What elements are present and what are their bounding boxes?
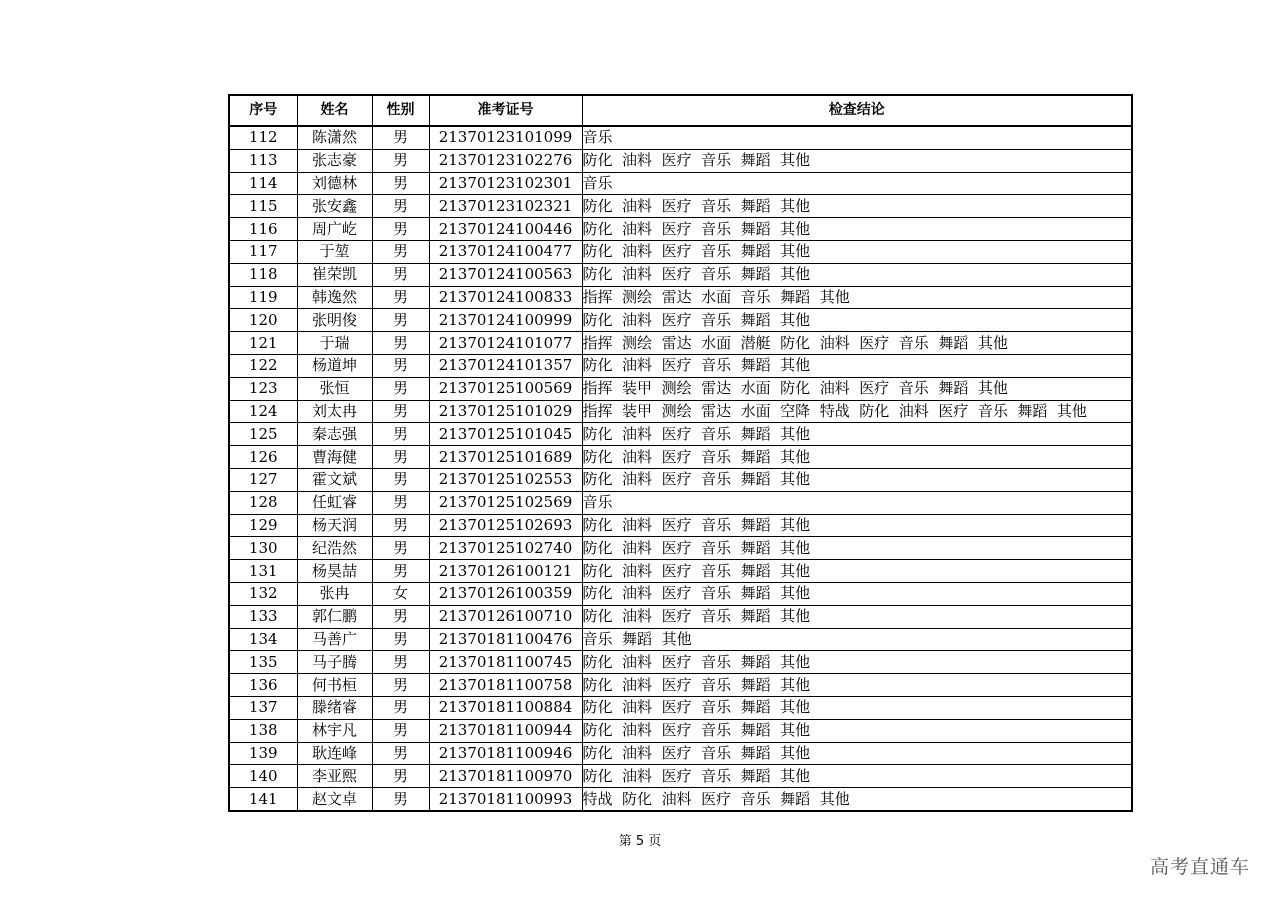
cell-gender: 男 — [372, 765, 429, 788]
cell-serial: 126 — [229, 446, 297, 469]
cell-serial: 114 — [229, 172, 297, 195]
cell-serial: 125 — [229, 423, 297, 446]
cell-name: 杨天润 — [297, 514, 372, 537]
cell-gender: 男 — [372, 195, 429, 218]
table-row — [229, 400, 1132, 423]
table-body — [229, 126, 1132, 811]
cell-gender: 男 — [372, 172, 429, 195]
cell-exam-id: 21370125102569 — [429, 491, 582, 514]
table-row — [229, 560, 1132, 583]
table-row — [229, 651, 1132, 674]
cell-serial: 118 — [229, 263, 297, 286]
table-row — [229, 126, 1132, 149]
cell-exam-id: 21370123102321 — [429, 195, 582, 218]
cell-conclusion: 防化 油料 医疗 音乐 舞蹈 其他 — [582, 423, 1132, 446]
cell-exam-id: 21370124100477 — [429, 240, 582, 263]
cell-conclusion: 防化 油料 医疗 音乐 舞蹈 其他 — [582, 514, 1132, 537]
cell-serial: 135 — [229, 651, 297, 674]
header-serial: 序号 — [229, 95, 297, 126]
cell-serial: 124 — [229, 400, 297, 423]
exam-results-table — [228, 94, 1133, 812]
cell-conclusion: 防化 油料 医疗 音乐 舞蹈 其他 — [582, 582, 1132, 605]
table-row — [229, 742, 1132, 765]
table-header-row — [229, 95, 1132, 126]
cell-conclusion: 防化 油料 医疗 音乐 舞蹈 其他 — [582, 605, 1132, 628]
cell-name: 张恒 — [297, 377, 372, 400]
cell-gender: 男 — [372, 377, 429, 400]
cell-conclusion: 音乐 — [582, 172, 1132, 195]
cell-exam-id: 21370181100884 — [429, 696, 582, 719]
cell-exam-id: 21370181100993 — [429, 788, 582, 811]
cell-serial: 140 — [229, 765, 297, 788]
cell-serial: 119 — [229, 286, 297, 309]
cell-gender: 男 — [372, 742, 429, 765]
table-row — [229, 377, 1132, 400]
cell-serial: 123 — [229, 377, 297, 400]
table-row — [229, 491, 1132, 514]
cell-name: 马子腾 — [297, 651, 372, 674]
cell-serial: 112 — [229, 126, 297, 149]
cell-gender: 女 — [372, 582, 429, 605]
cell-gender: 男 — [372, 560, 429, 583]
cell-serial: 139 — [229, 742, 297, 765]
cell-name: 陈潇然 — [297, 126, 372, 149]
cell-gender: 男 — [372, 514, 429, 537]
cell-gender: 男 — [372, 309, 429, 332]
table-row — [229, 674, 1132, 697]
cell-exam-id: 21370124100446 — [429, 218, 582, 241]
cell-gender: 男 — [372, 696, 429, 719]
cell-exam-id: 21370125101689 — [429, 446, 582, 469]
cell-conclusion: 防化 油料 医疗 音乐 舞蹈 其他 — [582, 309, 1132, 332]
cell-conclusion: 防化 油料 医疗 音乐 舞蹈 其他 — [582, 537, 1132, 560]
cell-gender: 男 — [372, 674, 429, 697]
table-row — [229, 537, 1132, 560]
cell-gender: 男 — [372, 651, 429, 674]
cell-serial: 122 — [229, 354, 297, 377]
cell-serial: 127 — [229, 468, 297, 491]
cell-serial: 117 — [229, 240, 297, 263]
cell-conclusion: 指挥 测绘 雷达 水面 音乐 舞蹈 其他 — [582, 286, 1132, 309]
cell-name: 于堃 — [297, 240, 372, 263]
cell-conclusion: 指挥 测绘 雷达 水面 潜艇 防化 油料 医疗 音乐 舞蹈 其他 — [582, 332, 1132, 355]
cell-name: 霍文斌 — [297, 468, 372, 491]
cell-gender: 男 — [372, 628, 429, 651]
cell-conclusion: 防化 油料 医疗 音乐 舞蹈 其他 — [582, 468, 1132, 491]
cell-name: 秦志强 — [297, 423, 372, 446]
header-gender: 性别 — [372, 95, 429, 126]
cell-gender: 男 — [372, 468, 429, 491]
cell-exam-id: 21370181100476 — [429, 628, 582, 651]
cell-serial: 128 — [229, 491, 297, 514]
cell-serial: 137 — [229, 696, 297, 719]
cell-gender: 男 — [372, 446, 429, 469]
cell-serial: 121 — [229, 332, 297, 355]
cell-name: 李亚熙 — [297, 765, 372, 788]
table-row — [229, 423, 1132, 446]
table-row — [229, 263, 1132, 286]
cell-gender: 男 — [372, 605, 429, 628]
table-row — [229, 605, 1132, 628]
cell-name: 刘太冉 — [297, 400, 372, 423]
cell-name: 耿连峰 — [297, 742, 372, 765]
table-row — [229, 309, 1132, 332]
table-row — [229, 286, 1132, 309]
table-row — [229, 582, 1132, 605]
cell-gender: 男 — [372, 719, 429, 742]
cell-gender: 男 — [372, 218, 429, 241]
cell-name: 周广屹 — [297, 218, 372, 241]
cell-name: 杨昊喆 — [297, 560, 372, 583]
cell-exam-id: 21370125102740 — [429, 537, 582, 560]
cell-name: 郭仁鹏 — [297, 605, 372, 628]
cell-conclusion: 防化 油料 医疗 音乐 舞蹈 其他 — [582, 195, 1132, 218]
cell-name: 张明俊 — [297, 309, 372, 332]
cell-conclusion: 防化 油料 医疗 音乐 舞蹈 其他 — [582, 560, 1132, 583]
cell-conclusion: 指挥 装甲 测绘 雷达 水面 空降 特战 防化 油料 医疗 音乐 舞蹈 其他 — [582, 400, 1132, 423]
cell-serial: 134 — [229, 628, 297, 651]
cell-name: 何书桓 — [297, 674, 372, 697]
table-row — [229, 446, 1132, 469]
cell-serial: 141 — [229, 788, 297, 811]
cell-exam-id: 21370124101077 — [429, 332, 582, 355]
cell-conclusion: 防化 油料 医疗 音乐 舞蹈 其他 — [582, 218, 1132, 241]
cell-serial: 115 — [229, 195, 297, 218]
cell-conclusion: 音乐 — [582, 126, 1132, 149]
table-row — [229, 719, 1132, 742]
cell-serial: 116 — [229, 218, 297, 241]
cell-conclusion: 指挥 装甲 测绘 雷达 水面 防化 油料 医疗 音乐 舞蹈 其他 — [582, 377, 1132, 400]
cell-gender: 男 — [372, 354, 429, 377]
cell-gender: 男 — [372, 423, 429, 446]
cell-name: 刘德林 — [297, 172, 372, 195]
header-name: 姓名 — [297, 95, 372, 126]
cell-gender: 男 — [372, 400, 429, 423]
cell-exam-id: 21370126100359 — [429, 582, 582, 605]
table-row — [229, 332, 1132, 355]
cell-conclusion: 音乐 — [582, 491, 1132, 514]
cell-exam-id: 21370181100944 — [429, 719, 582, 742]
cell-conclusion: 特战 防化 油料 医疗 音乐 舞蹈 其他 — [582, 788, 1132, 811]
cell-name: 赵文卓 — [297, 788, 372, 811]
cell-exam-id: 21370124100999 — [429, 309, 582, 332]
cell-exam-id: 21370181100946 — [429, 742, 582, 765]
cell-exam-id: 21370123101099 — [429, 126, 582, 149]
cell-exam-id: 21370181100970 — [429, 765, 582, 788]
cell-serial: 136 — [229, 674, 297, 697]
table-row — [229, 788, 1132, 811]
cell-conclusion: 防化 油料 医疗 音乐 舞蹈 其他 — [582, 446, 1132, 469]
cell-exam-id: 21370125101029 — [429, 400, 582, 423]
cell-exam-id: 21370181100745 — [429, 651, 582, 674]
cell-name: 杨道坤 — [297, 354, 372, 377]
table-row — [229, 514, 1132, 537]
cell-gender: 男 — [372, 788, 429, 811]
cell-conclusion: 防化 油料 医疗 音乐 舞蹈 其他 — [582, 719, 1132, 742]
cell-exam-id: 21370126100710 — [429, 605, 582, 628]
cell-exam-id: 21370125101045 — [429, 423, 582, 446]
cell-exam-id: 21370124100833 — [429, 286, 582, 309]
cell-gender: 男 — [372, 149, 429, 172]
cell-gender: 男 — [372, 537, 429, 560]
table-row — [229, 696, 1132, 719]
table-row — [229, 628, 1132, 651]
cell-serial: 138 — [229, 719, 297, 742]
cell-name: 张志豪 — [297, 149, 372, 172]
watermark-logo: 高考直通车 — [1149, 856, 1250, 878]
cell-name: 滕绪睿 — [297, 696, 372, 719]
table-row — [229, 240, 1132, 263]
cell-serial: 113 — [229, 149, 297, 172]
cell-gender: 男 — [372, 332, 429, 355]
table-row — [229, 218, 1132, 241]
cell-exam-id: 21370124100563 — [429, 263, 582, 286]
page-number: 第 5 页 — [618, 834, 662, 849]
cell-name: 林宇凡 — [297, 719, 372, 742]
cell-exam-id: 21370125102553 — [429, 468, 582, 491]
cell-conclusion: 音乐 舞蹈 其他 — [582, 628, 1132, 651]
cell-serial: 133 — [229, 605, 297, 628]
cell-exam-id: 21370126100121 — [429, 560, 582, 583]
cell-conclusion: 防化 油料 医疗 音乐 舞蹈 其他 — [582, 651, 1132, 674]
table-row — [229, 172, 1132, 195]
cell-conclusion: 防化 油料 医疗 音乐 舞蹈 其他 — [582, 149, 1132, 172]
cell-gender: 男 — [372, 491, 429, 514]
cell-serial: 129 — [229, 514, 297, 537]
cell-name: 张安鑫 — [297, 195, 372, 218]
cell-serial: 130 — [229, 537, 297, 560]
cell-exam-id: 21370123102276 — [429, 149, 582, 172]
cell-exam-id: 21370124101357 — [429, 354, 582, 377]
cell-gender: 男 — [372, 263, 429, 286]
header-exam-id: 准考证号 — [429, 95, 582, 126]
cell-gender: 男 — [372, 240, 429, 263]
cell-gender: 男 — [372, 126, 429, 149]
cell-conclusion: 防化 油料 医疗 音乐 舞蹈 其他 — [582, 354, 1132, 377]
cell-conclusion: 防化 油料 医疗 音乐 舞蹈 其他 — [582, 765, 1132, 788]
cell-name: 张冉 — [297, 582, 372, 605]
cell-name: 于瑞 — [297, 332, 372, 355]
cell-conclusion: 防化 油料 医疗 音乐 舞蹈 其他 — [582, 696, 1132, 719]
cell-exam-id: 21370123102301 — [429, 172, 582, 195]
cell-conclusion: 防化 油料 医疗 音乐 舞蹈 其他 — [582, 263, 1132, 286]
cell-exam-id: 21370181100758 — [429, 674, 582, 697]
cell-conclusion: 防化 油料 医疗 音乐 舞蹈 其他 — [582, 240, 1132, 263]
cell-conclusion: 防化 油料 医疗 音乐 舞蹈 其他 — [582, 742, 1132, 765]
cell-serial: 120 — [229, 309, 297, 332]
cell-exam-id: 21370125102693 — [429, 514, 582, 537]
table-row — [229, 195, 1132, 218]
header-conclusion: 检查结论 — [582, 95, 1132, 126]
cell-name: 韩逸然 — [297, 286, 372, 309]
cell-gender: 男 — [372, 286, 429, 309]
cell-exam-id: 21370125100569 — [429, 377, 582, 400]
cell-name: 崔荣凯 — [297, 263, 372, 286]
cell-name: 马善广 — [297, 628, 372, 651]
table-row — [229, 354, 1132, 377]
table-row — [229, 468, 1132, 491]
cell-name: 曹海健 — [297, 446, 372, 469]
cell-serial: 131 — [229, 560, 297, 583]
table-row — [229, 765, 1132, 788]
cell-serial: 132 — [229, 582, 297, 605]
cell-name: 纪浩然 — [297, 537, 372, 560]
cell-conclusion: 防化 油料 医疗 音乐 舞蹈 其他 — [582, 674, 1132, 697]
table-row — [229, 149, 1132, 172]
cell-name: 任虹睿 — [297, 491, 372, 514]
